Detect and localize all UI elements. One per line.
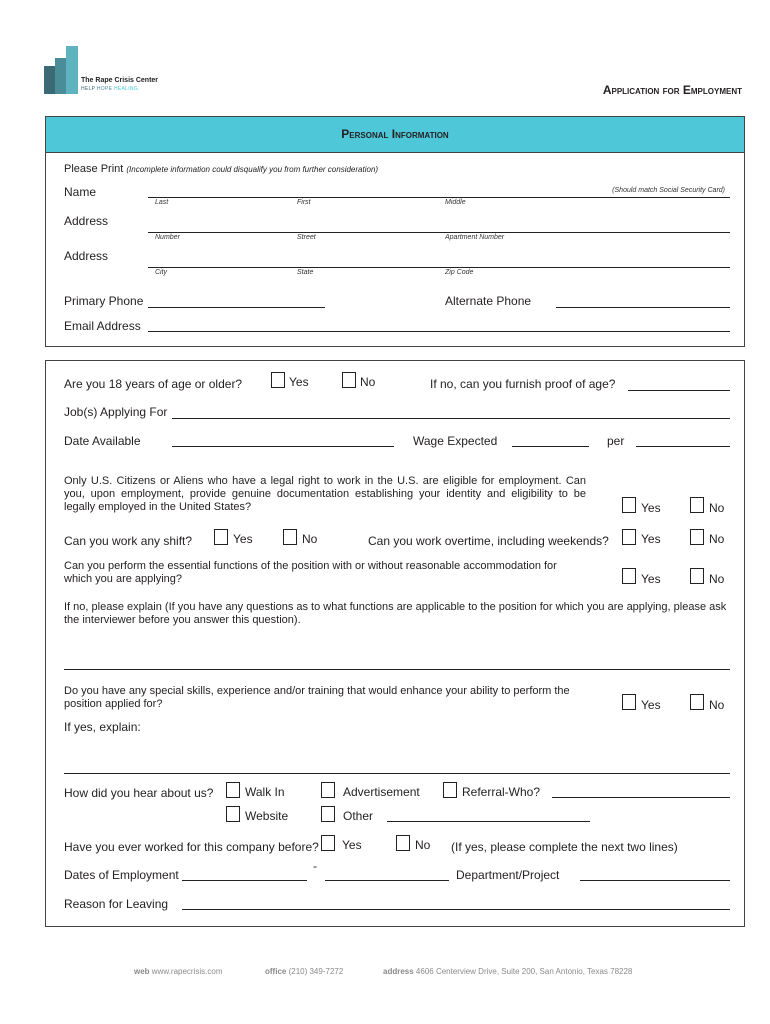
walk-in-checkbox[interactable]	[226, 782, 240, 798]
alternate-phone-field[interactable]	[556, 307, 730, 308]
tag-help: HELP	[81, 86, 96, 92]
name-sub-first: First	[297, 199, 311, 206]
address2-label: Address	[64, 249, 109, 263]
advertisement-checkbox[interactable]	[321, 782, 335, 798]
name-label: Name	[64, 185, 97, 199]
tag-healing: HEALING.	[113, 86, 140, 92]
hear-question: How did you hear about us?	[64, 786, 214, 800]
footer-address	[383, 967, 632, 976]
shift-no-label: No	[302, 532, 318, 546]
address-sub-number: Number	[155, 234, 180, 241]
shift-yes-checkbox[interactable]	[214, 529, 228, 545]
please-print-label: Please Print	[64, 163, 124, 175]
wage-expected-field[interactable]	[512, 446, 589, 447]
worked-yes-label: Yes	[342, 838, 362, 852]
age-question: Are you 18 years of age or older?	[64, 377, 243, 391]
reason-leaving-field[interactable]	[182, 909, 730, 910]
footer-web-label: web	[134, 967, 150, 976]
address-sub-apartment: Apartment Number	[445, 234, 505, 241]
age-yes-checkbox[interactable]	[271, 372, 285, 388]
address2-sub-city: City	[155, 269, 168, 276]
name-field[interactable]	[148, 197, 730, 198]
other-checkbox[interactable]	[321, 806, 335, 822]
citizen-yes-label: Yes	[641, 501, 661, 515]
advertisement-label: Advertisement	[343, 785, 420, 799]
shift-question: Can you work any shift?	[64, 534, 193, 548]
footer-address-value: 4606 Centerview Drive, Suite 200, San Antonio, Texas 78228	[415, 967, 633, 976]
citizen-no-checkbox[interactable]	[690, 497, 704, 513]
citizen-question: Only U.S. Citizens or Aliens who have a legal right to work in the U.S. are eligible for employment. Can you, upon employment, provide genuine documentation establishing your identity and eligibility to be legally employed in the United States?	[64, 475, 586, 513]
ssc-note: (Should match Social Security Card)	[612, 187, 725, 194]
worked-yes-checkbox[interactable]	[321, 835, 335, 851]
logo-bar-3	[66, 46, 78, 94]
jobs-label: Job(s) Applying For	[64, 405, 168, 419]
logo-bar-2	[55, 58, 66, 94]
date-available-label: Date Available	[64, 434, 141, 448]
address2-sub-zip: Zip Code	[445, 269, 474, 276]
skills-no-label: No	[709, 698, 725, 712]
footer-web-value[interactable]: www.rapecrisis.com	[151, 967, 223, 976]
age-proof-question: If no, can you furnish proof of age?	[430, 377, 616, 391]
citizen-no-label: No	[709, 501, 725, 515]
skills-yes-checkbox[interactable]	[622, 694, 636, 710]
functions-yes-label: Yes	[641, 572, 661, 586]
email-label: Email Address	[64, 319, 141, 333]
citizen-yes-checkbox[interactable]	[622, 497, 636, 513]
address2-sub-state: State	[297, 269, 314, 276]
referral-field[interactable]	[552, 797, 730, 798]
footer-office-value: (210) 349-7272	[288, 967, 344, 976]
functions-no-checkbox[interactable]	[690, 568, 704, 584]
age-yes-label: Yes	[289, 375, 309, 389]
explain-note: If no, please explain (If you have any questions as to what functions are applicable to the position for which you are applying, please ask the interviewer before you answer this question).	[64, 601, 727, 626]
department-label: Department/Project	[456, 868, 560, 882]
skills-no-checkbox[interactable]	[690, 694, 704, 710]
address-sub-street: Street	[297, 234, 316, 241]
personal-info-title: Personal Information	[341, 127, 449, 141]
please-print	[64, 163, 378, 176]
worked-question: Have you ever worked for this company before?	[64, 840, 319, 854]
functions-question: Can you perform the essential functions of the position with or without reasonable accommodation for which you are applying?	[64, 560, 557, 585]
please-print-note: (Incomplete information could disqualify you from further consideration)	[126, 165, 379, 174]
dates-from-field[interactable]	[182, 880, 307, 881]
logo-name: The Rape Crisis Center	[81, 77, 159, 84]
primary-phone-field[interactable]	[148, 307, 325, 308]
footer-office	[265, 967, 343, 976]
age-no-checkbox[interactable]	[342, 372, 356, 388]
primary-phone-label: Primary Phone	[64, 294, 144, 308]
email-field[interactable]	[148, 331, 730, 332]
skills-yes-label: Yes	[641, 698, 661, 712]
shift-yes-label: Yes	[233, 532, 253, 546]
footer-office-label: office	[265, 967, 287, 976]
address2-field[interactable]	[148, 267, 730, 268]
logo-bar-1	[44, 66, 55, 94]
dates-dash: -	[313, 859, 317, 873]
tag-hope: HOPE	[96, 86, 113, 92]
worked-note: (If yes, please complete the next two lines)	[451, 840, 678, 854]
name-sub-middle: Middle	[445, 199, 466, 206]
department-field[interactable]	[580, 880, 730, 881]
age-no-label: No	[360, 375, 376, 389]
overtime-no-checkbox[interactable]	[690, 529, 704, 545]
shift-no-checkbox[interactable]	[283, 529, 297, 545]
worked-no-label: No	[415, 838, 431, 852]
skills-explain-field[interactable]	[64, 773, 730, 774]
functions-no-label: No	[709, 572, 725, 586]
dates-employment-label: Dates of Employment	[64, 868, 179, 882]
explain-field[interactable]	[64, 669, 730, 670]
if-yes-explain: If yes, explain:	[64, 720, 141, 734]
name-sub-last: Last	[155, 199, 169, 206]
other-label: Other	[343, 809, 374, 823]
jobs-field[interactable]	[172, 418, 730, 419]
wage-per-field[interactable]	[636, 446, 730, 447]
wage-expected-label: Wage Expected	[413, 434, 498, 448]
address-field[interactable]	[148, 232, 730, 233]
reason-leaving-label: Reason for Leaving	[64, 897, 169, 911]
logo	[44, 46, 174, 98]
overtime-question: Can you work overtime, including weekends?	[368, 534, 609, 548]
footer-web	[134, 967, 222, 976]
website-label: Website	[245, 809, 289, 823]
address-label: Address	[64, 214, 109, 228]
date-available-field[interactable]	[172, 446, 394, 447]
skills-question: Do you have any special skills, experience and/or training that would enhance your ability to perform the position applied for?	[64, 685, 570, 710]
footer-address-label: address	[383, 967, 414, 976]
website-checkbox[interactable]	[226, 806, 240, 822]
walk-in-label: Walk In	[245, 785, 285, 799]
overtime-no-label: No	[709, 532, 725, 546]
functions-yes-checkbox[interactable]	[622, 568, 636, 584]
worked-no-checkbox[interactable]	[396, 835, 410, 851]
alternate-phone-label: Alternate Phone	[445, 294, 532, 308]
page-title: Application for Employment	[602, 83, 742, 97]
per-label: per	[607, 434, 625, 448]
overtime-yes-label: Yes	[641, 532, 661, 546]
referral-label: Referral-Who?	[462, 785, 541, 799]
age-proof-field[interactable]	[628, 390, 730, 391]
logo-tagline	[81, 86, 140, 92]
other-field[interactable]	[387, 821, 590, 822]
referral-checkbox[interactable]	[443, 782, 457, 798]
dates-to-field[interactable]	[325, 880, 449, 881]
overtime-yes-checkbox[interactable]	[622, 529, 636, 545]
